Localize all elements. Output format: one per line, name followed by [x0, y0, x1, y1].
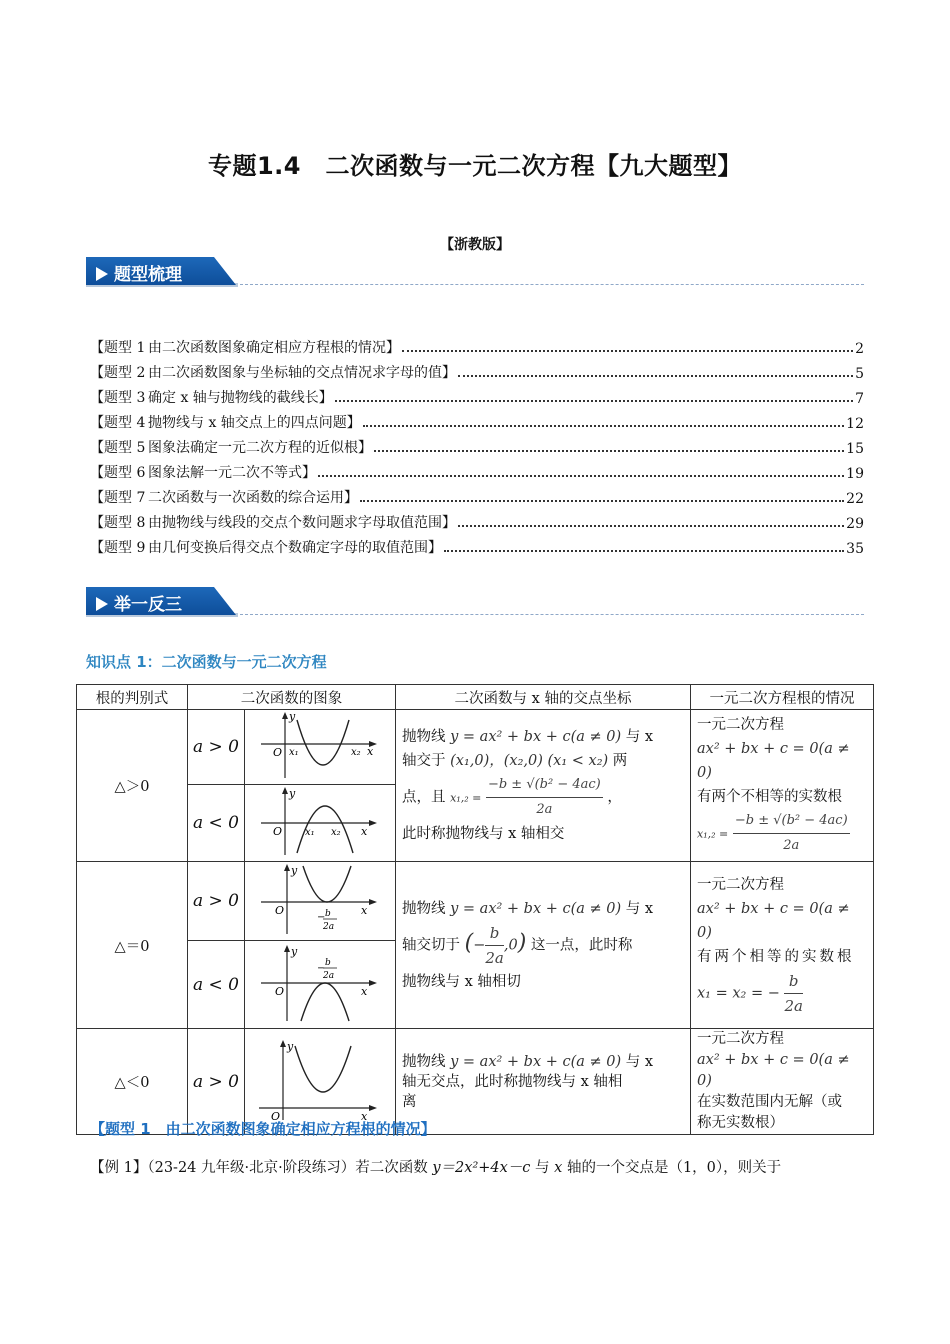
discriminant-cell: △＜0 [77, 1029, 188, 1135]
play-triangle-icon [96, 597, 108, 611]
toc-page: 5 [855, 366, 864, 382]
header-cell: 一元二次方程根的情况 [691, 685, 874, 710]
banner-practice-label: 举一反三 [114, 595, 182, 615]
svg-text:x₁: x₁ [305, 827, 315, 838]
toc-entry[interactable]: 【题型 3 确定 x 轴与抛物线的截线长】 7 [90, 390, 864, 407]
svg-text:y: y [289, 710, 296, 723]
toc-entry[interactable]: 【题型 2 由二次函数图象与坐标轴的交点情况求字母的值】 5 [90, 365, 864, 382]
parabola-down-two-roots-graph [255, 785, 385, 857]
header-cell: 二次函数与 x 轴的交点坐标 [396, 685, 691, 710]
svg-text:O: O [271, 1109, 281, 1122]
intersection-cell: 抛物线 y = ax² + bx + c(a ≠ 0) 与 x 轴交于 (x₁,0)，(x₂,0) (x₁ < x₂) 两 点，且 x₁,₂ = $\frac{\text{−b ± √(b² − 4ac)}}{2a}$ ， 此时称抛物线与 x 轴相交 [396, 710, 691, 862]
divider [240, 614, 864, 615]
toc-entry[interactable]: 【题型 9 由几何变换后得交点个数确定字母的取值范围】 35 [90, 540, 864, 557]
svg-text:y: y [291, 944, 298, 958]
banner-outline [86, 257, 236, 285]
play-triangle-icon [96, 267, 108, 281]
parabola-up-two-roots-graph [255, 710, 385, 780]
svg-text:x: x [361, 1109, 368, 1122]
table-row [77, 710, 874, 785]
svg-text:b: b [325, 957, 331, 968]
toc-page: 15 [846, 441, 864, 457]
case-cell: a > 0 [188, 1029, 245, 1135]
banner-practice [86, 587, 236, 615]
svg-text:y: y [287, 1039, 294, 1053]
svg-text:O: O [273, 746, 283, 759]
header-cell: 根的判别式 [77, 685, 188, 710]
table-row [77, 862, 874, 941]
toc-page: 19 [846, 466, 864, 482]
table-of-contents [90, 332, 864, 557]
table-header-row [77, 685, 874, 710]
svg-text:x₂: x₂ [351, 747, 361, 758]
case-cell: a < 0 [188, 785, 245, 862]
example-label: 【例 1】 [90, 1160, 148, 1176]
example-function: y＝2x²+4x－c [432, 1160, 531, 1176]
svg-text:x: x [361, 984, 368, 998]
roots-cell: 一元二次方程 ax² + bx + c = 0(a ≠ 0) 在实数范围内无解（或 称无实数根） [691, 1029, 874, 1135]
discriminant-cell: △＞0 [77, 710, 188, 862]
graph-cell [245, 785, 396, 862]
graph-cell [245, 862, 396, 941]
intersection-cell: 抛物线 y = ax² + bx + c(a ≠ 0) 与 x 轴无交点，此时称抛物线与 x 轴相 离 [396, 1029, 691, 1135]
toc-page: 2 [855, 341, 864, 357]
knowledge-point-heading: 知识点 1：二次函数与一元二次方程 [86, 653, 327, 671]
svg-text:y: y [289, 787, 296, 800]
toc-page: 35 [846, 541, 864, 557]
svg-text:x: x [361, 904, 368, 917]
toc-page: 29 [846, 516, 864, 532]
banner-outline-label: 题型梳理 [114, 265, 182, 285]
parabola-no-roots-graph [255, 1038, 385, 1122]
toc-page: 22 [846, 491, 864, 507]
toc-entry[interactable]: 【题型 5 图象法确定一元二次方程的近似根】 15 [90, 440, 864, 457]
graph-cell [245, 710, 396, 785]
section-heading: 【题型 1 由二次函数图象确定相应方程根的情况】 [90, 1120, 436, 1138]
svg-text:−: − [317, 962, 326, 974]
graph-cell [245, 941, 396, 1029]
roots-cell: 一元二次方程 ax² + bx + c = 0(a ≠ 0) 有两个相等的实数根 x₁ = x₂ = − $\frac{b}{2a}$ [691, 862, 874, 1029]
intersection-cell: 抛物线 y = ax² + bx + c(a ≠ 0) 与 x 轴交切于 (− $\frac{b}{2a}$ ,0) 这一点，此时称 抛物线与 x 轴相切 [396, 862, 691, 1029]
svg-text:x: x [361, 825, 368, 838]
svg-text:b: b [325, 909, 331, 919]
case-cell: a > 0 [188, 710, 245, 785]
svg-text:y: y [291, 864, 298, 877]
example-source: （23-24 九年级·北京·阶段练习） [147, 1160, 356, 1176]
toc-entry[interactable]: 【题型 4 抛物线与 x 轴交点上的四点问题】 12 [90, 415, 864, 432]
toc-entry[interactable]: 【题型 6 图象法解一元二次不等式】 19 [90, 465, 864, 482]
svg-text:O: O [275, 984, 285, 998]
toc-entry[interactable]: 【题型 8 由抛物线与线段的交点个数问题求字母取值范围】 29 [90, 515, 864, 532]
example-1: 【例 1】（23-24 九年级·北京·阶段练习）若二次函数 y＝2x²+4x－c 与 x 轴的一个交点是（1，0），则关于 [90, 1160, 782, 1176]
parabola-down-tangent-graph [255, 943, 385, 1023]
header-cell: 二次函数的图象 [188, 685, 396, 710]
discriminant-cell: △＝0 [77, 862, 188, 1029]
toc-entry[interactable]: 【题型 7 二次函数与一次函数的综合运用】 22 [90, 490, 864, 507]
divider [240, 284, 864, 285]
case-cell: a < 0 [188, 941, 245, 1029]
svg-text:O: O [273, 825, 283, 838]
toc-entry[interactable]: 【题型 1 由二次函数图象确定相应方程根的情况】 2 [90, 340, 864, 357]
roots-cell: 一元二次方程 ax² + bx + c = 0(a ≠ 0) 有两个不相等的实数根 x₁,₂ = $\frac{\text{−b ± √(b² − 4ac)}}{2a}$ [691, 710, 874, 862]
svg-text:O: O [275, 904, 285, 917]
svg-text:−: − [317, 912, 326, 923]
svg-text:x₂: x₂ [331, 827, 341, 838]
toc-page: 7 [855, 391, 864, 407]
svg-text:2a: 2a [323, 922, 335, 932]
svg-text:x: x [367, 745, 374, 758]
edition-label: 【浙教版】 [440, 237, 510, 253]
document-title: 专题1.4 二次函数与一元二次方程【九大题型】 [207, 152, 742, 180]
svg-text:2a: 2a [323, 970, 335, 981]
parabola-up-tangent-graph [255, 862, 385, 936]
toc-page: 12 [846, 416, 864, 432]
svg-text:x₁: x₁ [289, 747, 299, 758]
discriminant-table [76, 684, 874, 1135]
case-cell: a > 0 [188, 862, 245, 941]
